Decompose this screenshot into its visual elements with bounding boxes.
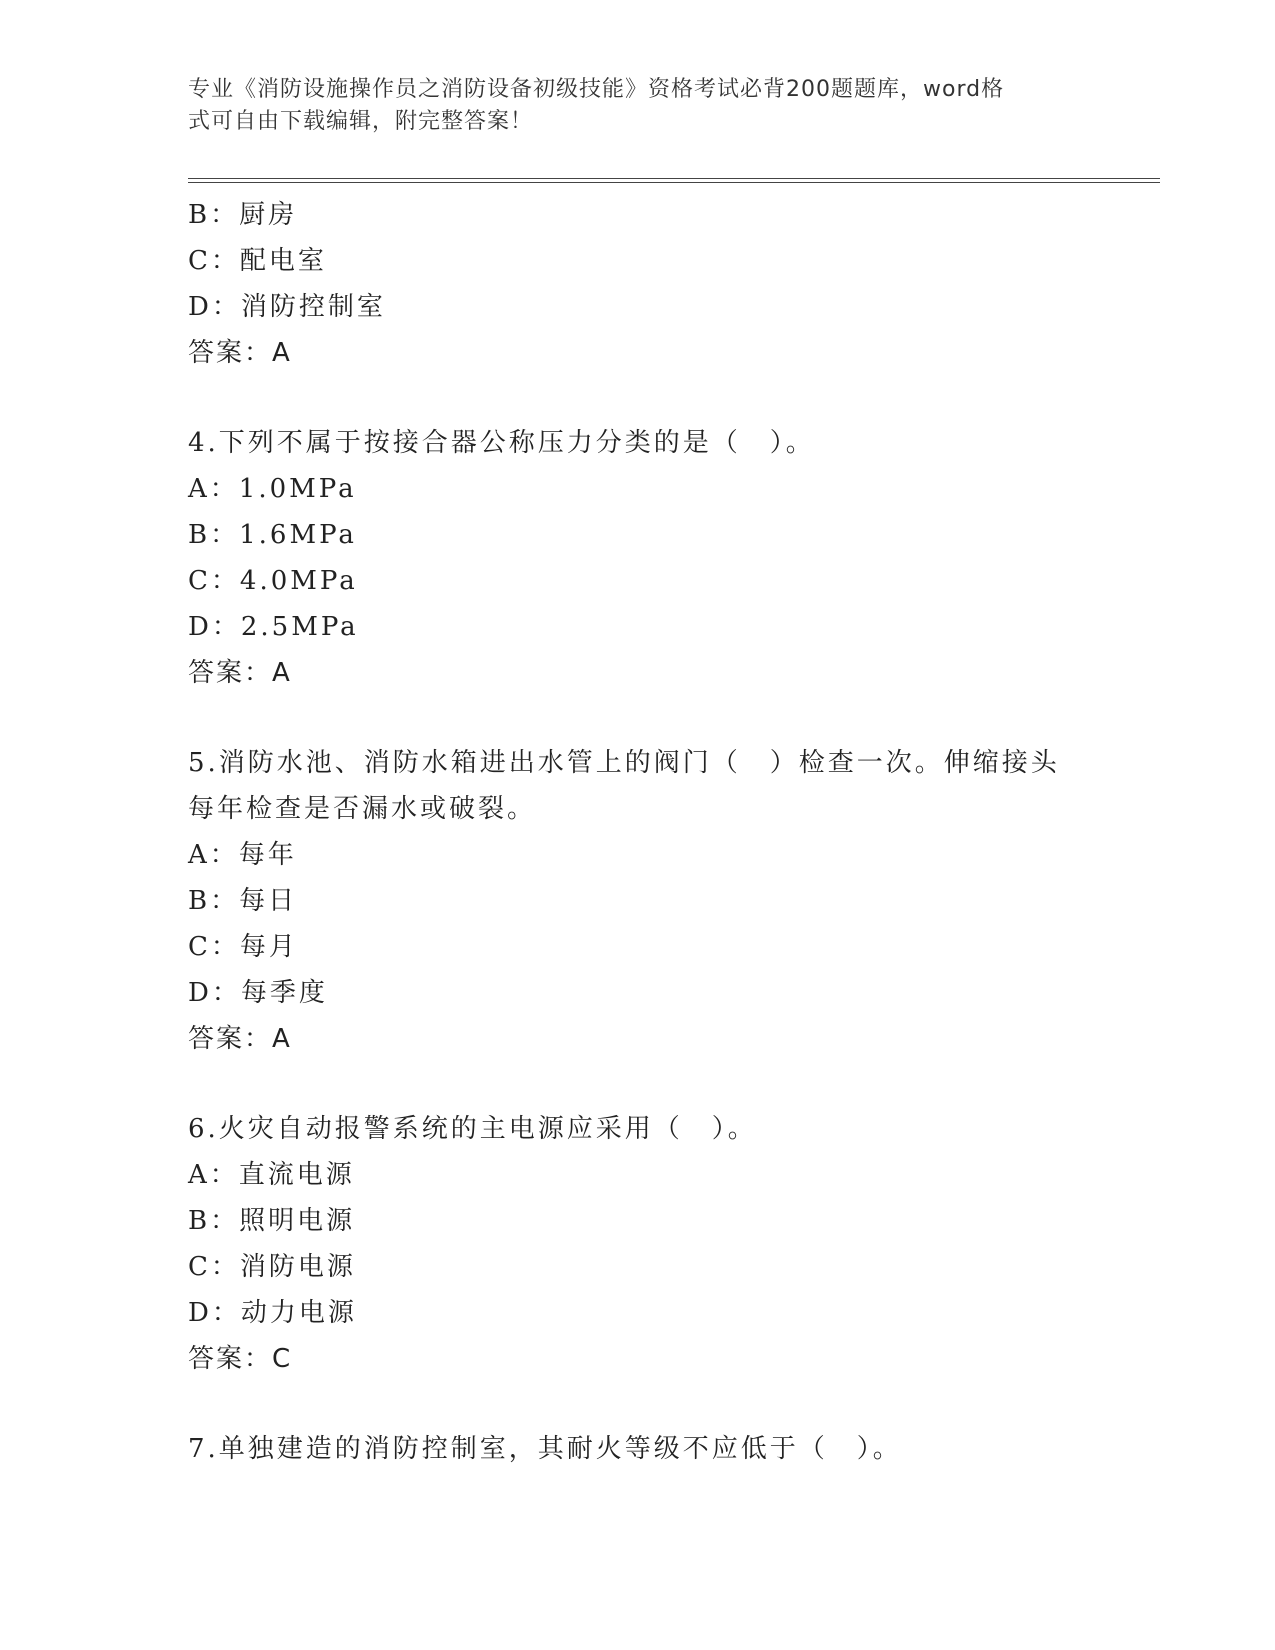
option-a: A：每年 (188, 840, 297, 870)
option-b: B：厨房 (188, 200, 298, 230)
question-3 (188, 192, 1088, 376)
question-7 (188, 1426, 1088, 1472)
option-c: C：配电室 (188, 246, 327, 276)
answer: 答案：A (188, 1024, 292, 1054)
header-title-line-1: 专业《消防设施操作员之消防设备初级技能》资格考试必背200题题库，word格 (188, 77, 1005, 102)
option-c: C：4.0MPa (188, 566, 358, 596)
question-text-line-1: 5.消防水池、消防水箱进出水管上的阀门（ ）检查一次。伸缩接头 (188, 748, 1060, 778)
question-5 (188, 740, 1088, 1062)
option-a: A：直流电源 (188, 1160, 355, 1190)
document-header (188, 74, 1068, 138)
question-text-line-2: 每年检查是否漏水或破裂。 (188, 794, 537, 824)
question-6 (188, 1106, 1088, 1382)
option-c: C：每月 (188, 932, 298, 962)
question-text: 6.火灾自动报警系统的主电源应采用（ ）。 (188, 1114, 757, 1144)
spacer (188, 376, 1088, 420)
option-d: D：消防控制室 (188, 292, 386, 322)
option-d: D：动力电源 (188, 1298, 357, 1328)
question-4 (188, 420, 1088, 696)
option-b: B：照明电源 (188, 1206, 356, 1236)
spacer (188, 1062, 1088, 1106)
header-divider-bottom (188, 182, 1160, 183)
option-b: B：每日 (188, 886, 298, 916)
option-c: C：消防电源 (188, 1252, 356, 1282)
answer: 答案：A (188, 658, 292, 688)
spacer (188, 1382, 1088, 1426)
option-d: D：2.5MPa (188, 612, 359, 642)
header-divider-top (188, 178, 1160, 179)
option-d: D：每季度 (188, 978, 328, 1008)
answer: 答案：A (188, 338, 292, 368)
question-list (188, 192, 1088, 1472)
option-b: B：1.6MPa (188, 520, 357, 550)
answer: 答案：C (188, 1344, 293, 1374)
question-text: 7.单独建造的消防控制室，其耐火等级不应低于（ ）。 (188, 1434, 902, 1464)
spacer (188, 696, 1088, 740)
question-text: 4.下列不属于按接合器公称压力分类的是（ ）。 (188, 428, 815, 458)
header-title-line-2: 式可自由下载编辑，附完整答案！ (188, 109, 534, 134)
option-a: A：1.0MPa (188, 474, 357, 504)
